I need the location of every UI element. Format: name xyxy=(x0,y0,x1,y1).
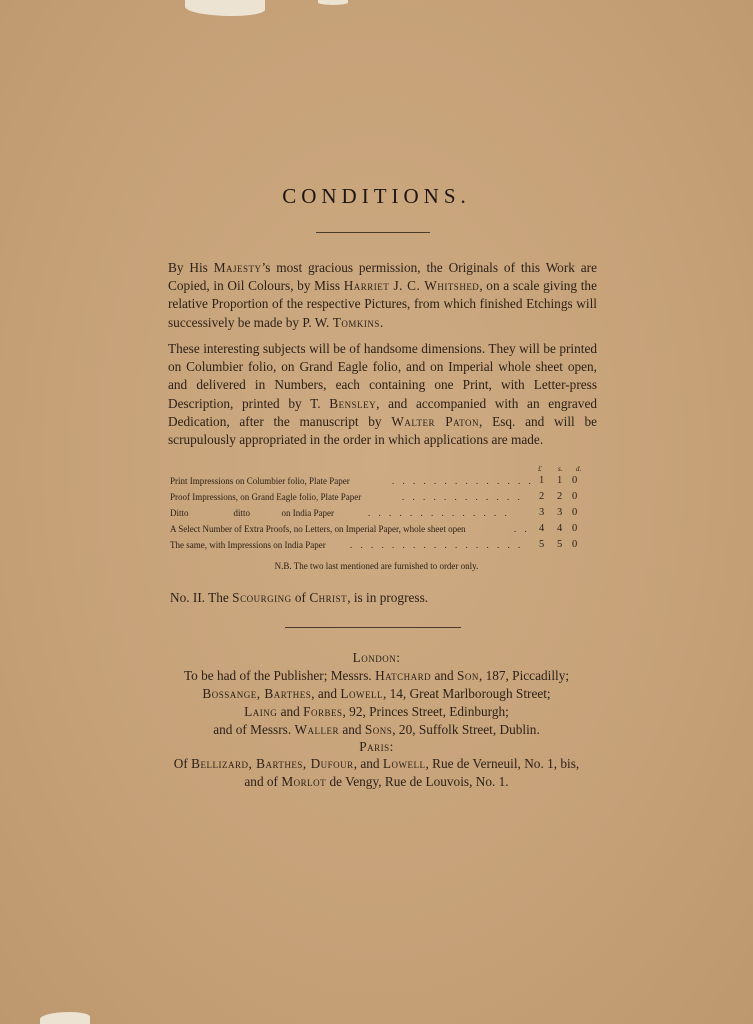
text: and xyxy=(277,704,304,719)
text-smallcaps: Christ xyxy=(309,590,348,605)
header-pounds: £ xyxy=(538,465,542,473)
price-shillings: 1 xyxy=(557,475,563,486)
paris-line-2 xyxy=(0,774,753,790)
text: de Vengy, Rue de Louvois, No. 1. xyxy=(326,774,509,789)
title-divider xyxy=(316,232,430,233)
price-description: Ditto ditto on India Paper xyxy=(170,508,334,518)
text: , on a scale giving the relative Proportion of the respective Pictures, from which finished Etchings will successively be made by P. W. xyxy=(168,278,597,330)
text-smallcaps: Lowell xyxy=(382,756,426,771)
price-description: Print Impressions on Columbier folio, Plate Paper xyxy=(170,476,350,486)
london-heading: London: xyxy=(352,650,401,665)
text: To be had of the Publisher; Messrs. xyxy=(183,668,376,683)
london-line-4 xyxy=(0,722,753,738)
text: No. II. The xyxy=(170,590,233,605)
text: , 92, Princes Street, Edinburgh; xyxy=(342,704,509,719)
price-row xyxy=(170,505,610,521)
london-line-1 xyxy=(0,668,753,684)
price-pence: 0 xyxy=(572,491,578,502)
price-row xyxy=(170,521,610,537)
text: Of xyxy=(173,756,192,771)
text: , and xyxy=(353,756,383,771)
price-shillings: 3 xyxy=(557,507,563,518)
london-line-3 xyxy=(0,704,753,720)
text: and of xyxy=(244,774,282,789)
paper-tear-top-small xyxy=(318,0,348,5)
text: By His xyxy=(168,260,214,275)
leader-dots: . . . . . . . . . . . . . . . . . xyxy=(350,540,524,550)
text-smallcaps: Laing xyxy=(244,704,278,719)
text: , and accompanied with an engraved Dedication, after the manuscript by xyxy=(168,395,598,429)
text-smallcaps: Tomkins xyxy=(332,314,380,330)
text: ’s most gracious permission, the Originals of this Work are Copied, in Oil Colours, by Miss xyxy=(168,260,597,294)
price-pounds: 1 xyxy=(539,475,545,486)
price-pounds: 2 xyxy=(539,491,545,502)
paper-tear-top xyxy=(185,0,265,16)
price-pence: 0 xyxy=(572,523,578,534)
price-pence: 0 xyxy=(572,475,578,486)
text: , 187, Piccadilly; xyxy=(478,668,570,683)
text: and xyxy=(339,722,365,737)
text-smallcaps: Scourging xyxy=(232,590,292,605)
price-shillings: 5 xyxy=(557,539,563,550)
price-row xyxy=(170,489,610,505)
text: , 14, Great Marlborough Street; xyxy=(382,686,551,701)
text-smallcaps: Walter Paton xyxy=(391,413,480,429)
price-shillings: 4 xyxy=(557,523,563,534)
price-description: The same, with Impressions on India Paper xyxy=(170,540,326,550)
price-row xyxy=(170,473,610,489)
text: of xyxy=(291,590,310,605)
section-divider xyxy=(285,627,461,628)
text: and of Messrs. xyxy=(213,722,295,737)
text: and xyxy=(431,668,458,683)
paris-line-1 xyxy=(0,756,753,772)
leader-dots: . . . . . . . . . . . . . . xyxy=(392,476,534,486)
text-smallcaps: Majesty xyxy=(213,260,262,275)
text-smallcaps: Bellizard, Barthes, Dufour xyxy=(191,756,354,771)
text: , Rue de Verneuil, No. 1, bis, xyxy=(425,756,580,771)
text-smallcaps: Son xyxy=(457,668,479,683)
text-smallcaps: Lowell xyxy=(340,686,383,701)
text-smallcaps: Sons xyxy=(364,722,393,737)
price-pounds: 3 xyxy=(539,507,545,518)
text-smallcaps: Waller xyxy=(294,722,340,737)
paragraph-dimensions xyxy=(168,340,597,449)
price-pounds: 4 xyxy=(539,523,545,534)
text: , Esq. and will be scrupulously appropriated in the order in which applications are made. xyxy=(168,413,597,448)
text: , 20, Suffolk Street, Dublin. xyxy=(392,722,540,737)
nota-bene: N.B. The two last mentioned are furnished to order only. xyxy=(274,561,479,571)
header-pence: d. xyxy=(576,465,582,473)
header-shillings: s. xyxy=(558,465,563,473)
leader-dots: . . . . . . . . . . . . xyxy=(402,492,523,502)
text: These interesting subjects will be of handsome dimensions. They will be printed on Columbier folio, on Grand Eagle folio, and on Imperial whole sheet open, and delivered in Numbers, each containing one Print, with Letter-press Description, printed by T. xyxy=(168,341,597,411)
page-title: CONDITIONS. xyxy=(282,184,471,208)
london-line-2 xyxy=(0,686,753,702)
price-description: Proof Impressions, on Grand Eagle folio, Plate Paper xyxy=(170,492,362,502)
text-smallcaps: Forbes xyxy=(303,704,343,719)
leader-dots: . . . . . . . . . . . . . . xyxy=(368,508,510,518)
text: . xyxy=(379,314,384,330)
price-pence: 0 xyxy=(572,539,578,550)
text: , is in progress. xyxy=(347,590,429,605)
price-shillings: 2 xyxy=(557,491,563,502)
paragraph-permission xyxy=(168,259,597,332)
price-pounds: 5 xyxy=(539,539,545,550)
progress-note xyxy=(170,590,428,606)
leader-dots: . . xyxy=(514,524,530,534)
text: , and xyxy=(311,686,341,701)
text-smallcaps: Morlot xyxy=(281,774,327,789)
text-smallcaps: Hatchard xyxy=(375,668,432,683)
text-smallcaps: Harriet J. C. Whitshed xyxy=(343,278,480,294)
paris-heading: Paris: xyxy=(359,739,394,754)
price-pence: 0 xyxy=(572,507,578,518)
text-smallcaps: Bossange, Barthes xyxy=(202,686,312,701)
text-smallcaps: Bensley xyxy=(329,395,377,411)
paper-tear-bottom xyxy=(40,1012,90,1024)
price-description: A Select Number of Extra Proofs, no Letters, on Imperial Paper, whole sheet open xyxy=(170,524,466,534)
price-row xyxy=(170,537,610,553)
